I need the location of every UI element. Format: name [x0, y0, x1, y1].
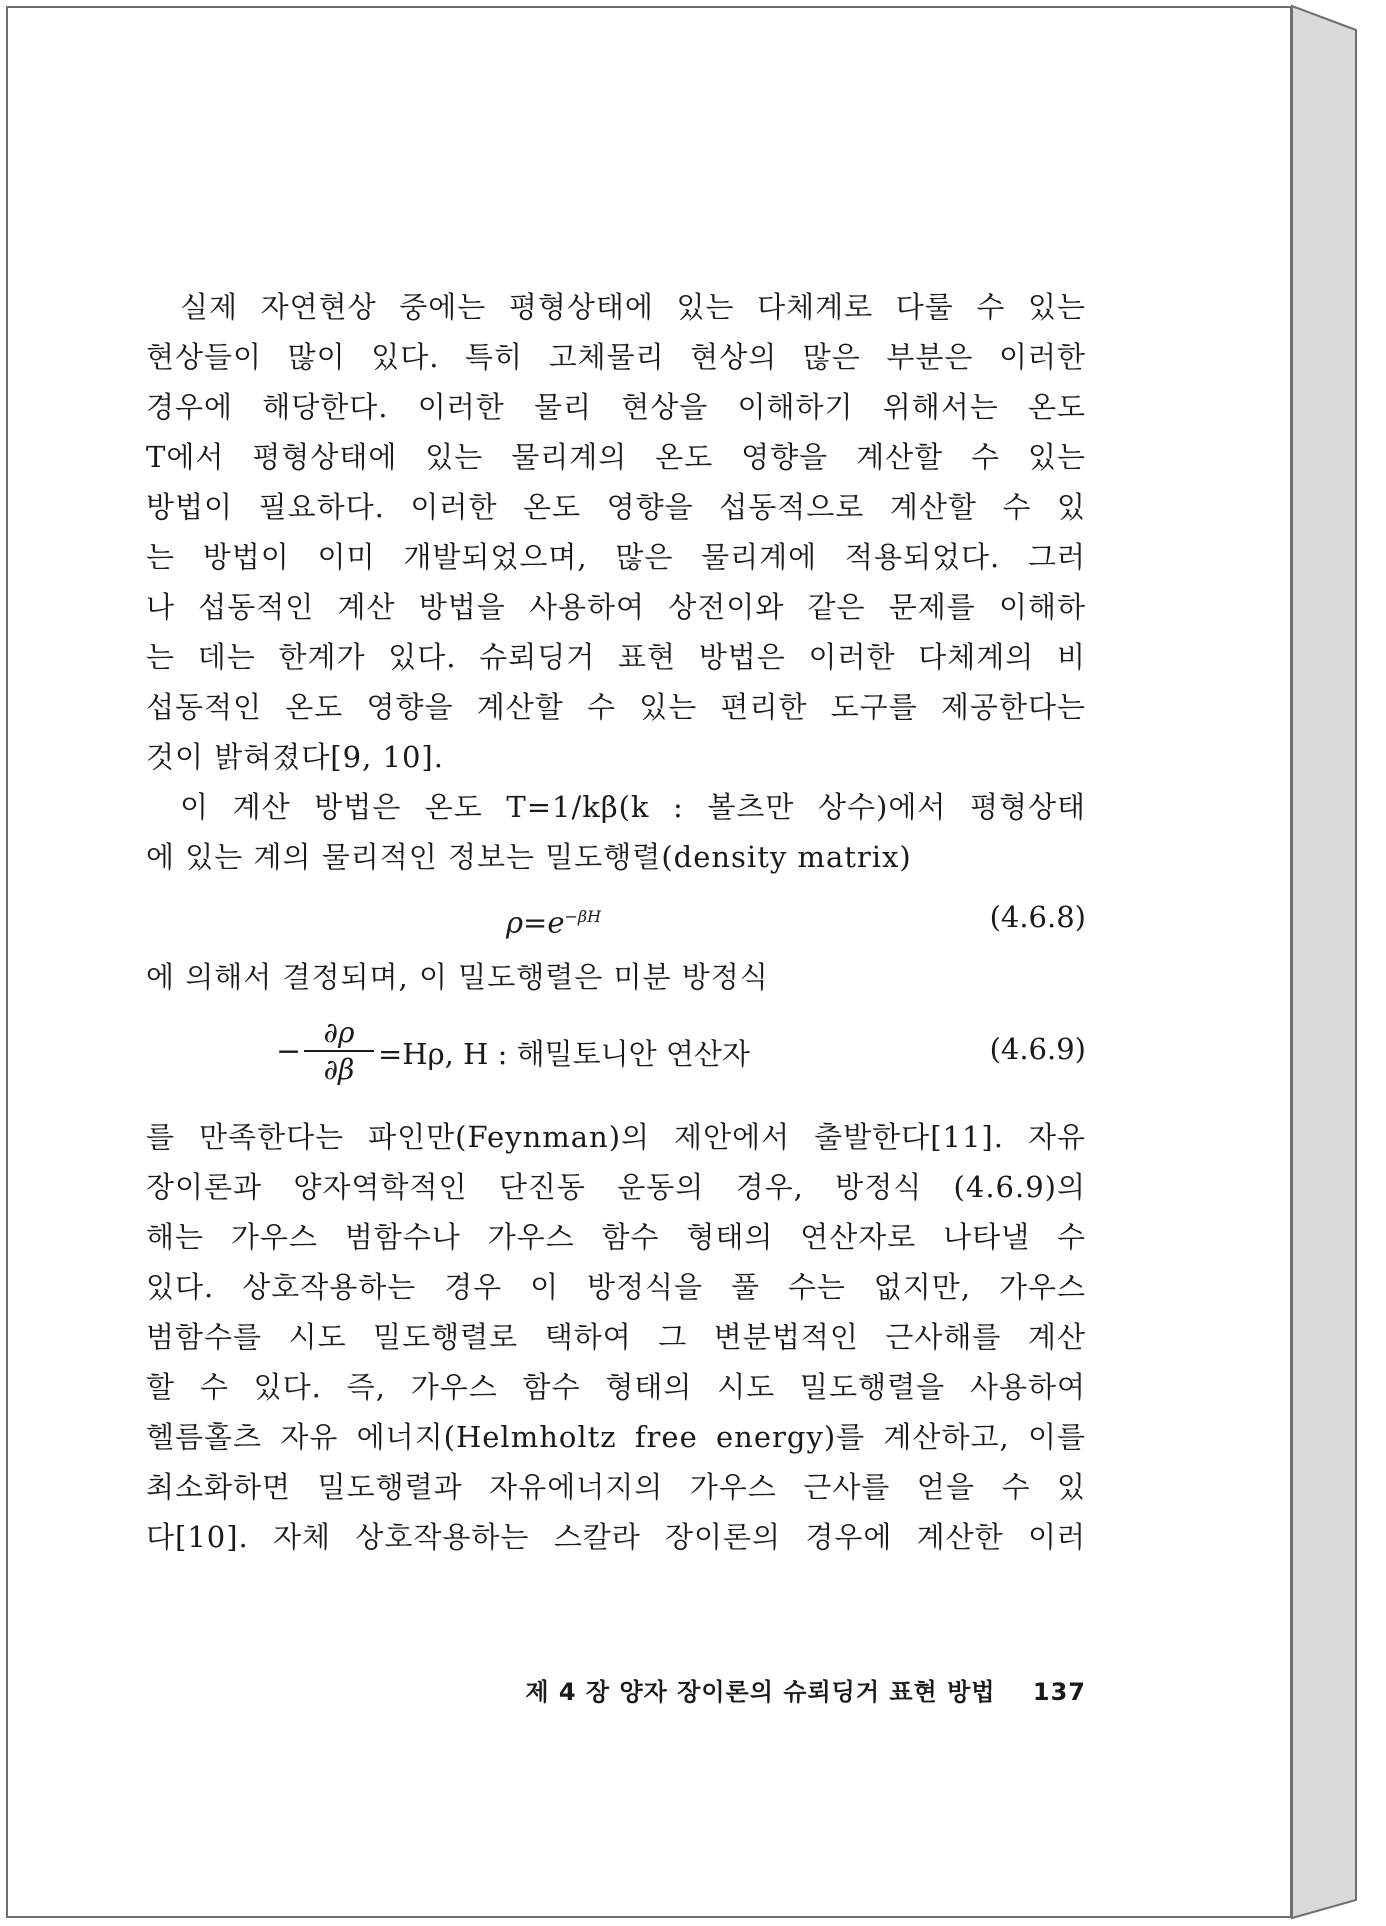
text-line: 헬름홀츠 자유 에너지(Helmholtz free energy)를 계산하고, 이를	[146, 1420, 1086, 1454]
equation-base: ρ=e	[506, 905, 565, 940]
text-line: 섭동적인 온도 영향을 계산할 수 있는 편리한 도구를 제공한다는	[146, 690, 1086, 724]
text-line: 를 만족한다는 파인만(Feynman)의 제안에서 출발한다[11]. 자유	[146, 1120, 1086, 1154]
equation-exponent: −βH	[564, 907, 602, 926]
equation-rhs: =Hρ, H : 해밀토니안 연산자	[378, 1037, 750, 1071]
text-line: 이 계산 방법은 온도 T=1/kβ(k : 볼츠만 상수)에서 평형상태	[180, 790, 1086, 824]
text-line: 것이 밝혀졌다[9, 10].	[146, 740, 444, 774]
text-line: 최소화하면 밀도행렬과 자유에너지의 가우스 근사를 얻을 수 있	[146, 1470, 1086, 1504]
text-line: 는 방법이 이미 개발되었으며, 많은 물리계에 적용되었다. 그러	[146, 540, 1086, 574]
paragraph-1	[146, 282, 1086, 782]
equation-4-6-9	[146, 1002, 1086, 1112]
text-line: 현상들이 많이 있다. 특히 고체물리 현상의 많은 부분은 이러한	[146, 340, 1086, 374]
text-line: 에 있는 계의 물리적인 정보는 밀도행렬(density matrix)	[146, 840, 912, 874]
equation-number: (4.6.9)	[989, 1032, 1086, 1066]
equation-formula	[506, 882, 601, 958]
text-line: 방법이 필요하다. 이러한 온도 영향을 섭동적으로 계산할 수 있	[146, 490, 1086, 524]
text-line: 나 섭동적인 계산 방법을 사용하여 상전이와 같은 문제를 이해하	[146, 590, 1086, 624]
fraction-numerator: ∂ρ	[304, 1016, 374, 1052]
text-line: 에 의해서 결정되며, 이 밀도행렬은 미분 방정식	[146, 960, 769, 994]
text-line: 할 수 있다. 즉, 가우스 함수 형태의 시도 밀도행렬을 사용하여	[146, 1370, 1086, 1404]
chapter-title: 제 4 장 양자 장이론의 슈뢰딩거 표현 방법	[525, 1678, 996, 1706]
text-line: 다[10]. 자체 상호작용하는 스칼라 장이론의 경우에 계산한 이러	[146, 1520, 1086, 1554]
paragraph-4	[146, 1112, 1086, 1562]
text-line: 경우에 해당한다. 이러한 물리 현상을 이해하기 위해서는 온도	[146, 390, 1086, 424]
equation-number: (4.6.8)	[989, 900, 1086, 934]
page-body	[146, 282, 1086, 1562]
text-line: 장이론과 양자역학적인 단진동 운동의 경우, 방정식 (4.6.9)의	[146, 1170, 1086, 1204]
text-line: 있다. 상호작용하는 경우 이 방정식을 풀 수는 없지만, 가우스	[146, 1270, 1086, 1304]
text-line: 는 데는 한계가 있다. 슈뢰딩거 표현 방법은 이러한 다체계의 비	[146, 640, 1086, 674]
equation-4-6-8	[146, 882, 1086, 952]
page-footer	[470, 1672, 1086, 1707]
text-line: 실제 자연현상 중에는 평형상태에 있는 다체계로 다룰 수 있는	[180, 290, 1086, 324]
page-number: 137	[1032, 1678, 1086, 1706]
text-line: 범함수를 시도 밀도행렬로 택하여 그 변분법적인 근사해를 계산	[146, 1320, 1086, 1354]
equation-minus: −	[276, 1034, 302, 1069]
equation-fraction	[304, 1016, 374, 1088]
text-line: 해는 가우스 범함수나 가우스 함수 형태의 연산자로 나타낼 수	[146, 1220, 1086, 1254]
text-line: T에서 평형상태에 있는 물리계의 온도 영향을 계산할 수 있는	[146, 440, 1086, 474]
paragraph-2	[146, 782, 1086, 882]
fraction-denominator: ∂β	[323, 1053, 355, 1086]
